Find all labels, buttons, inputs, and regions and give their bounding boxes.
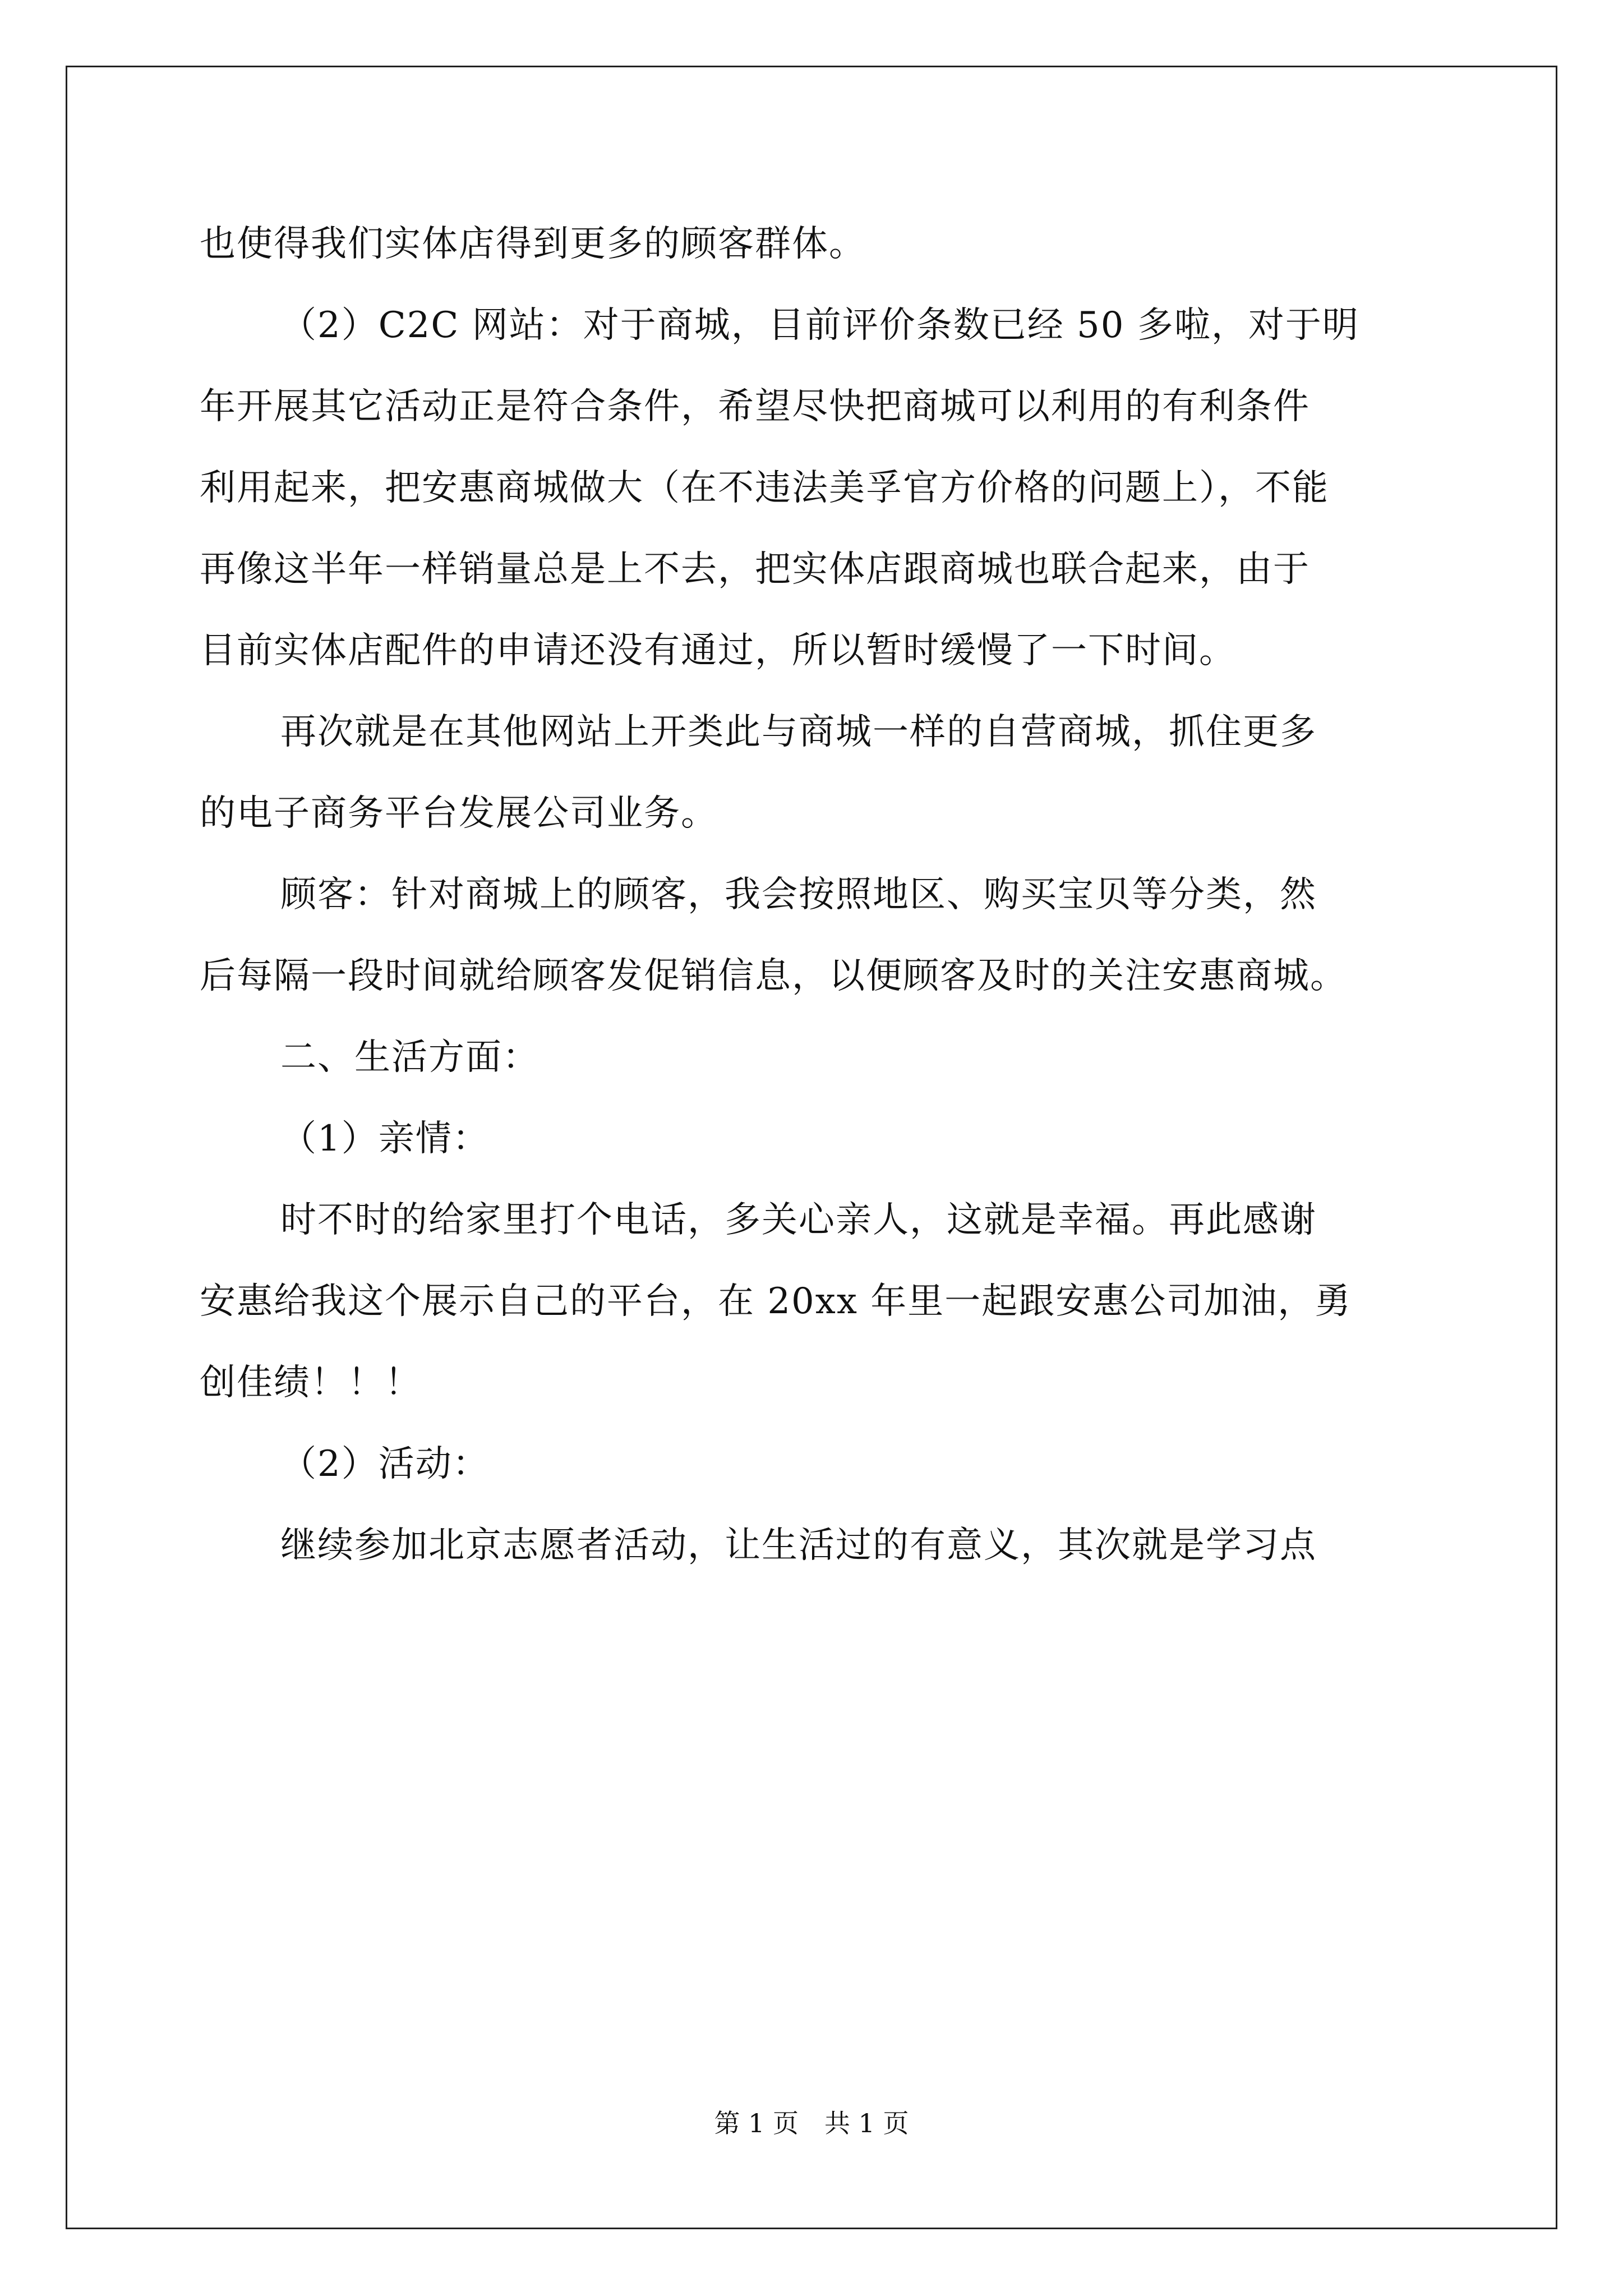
- text-line-5: 再像这半年一样销量总是上不去，把实体店跟商城也联合起来，由于: [200, 549, 1310, 590]
- text-line-13: 时不时的给家里打个电话，多关心亲人，这就是幸福。再此感谢: [280, 1199, 1317, 1241]
- subheading-family: （1）亲情：: [280, 1118, 490, 1159]
- subheading-activities: （2）活动：: [280, 1443, 490, 1485]
- text-line-17: 继续参加北京志愿者活动，让生活过的有意义，其次就是学习点: [280, 1525, 1317, 1566]
- text-line-2: （2）C2C 网站：对于商城，目前评价条数已经 50 多啦，对于明: [280, 305, 1359, 346]
- text-line-7: 再次就是在其他网站上开类此与商城一样的自营商城，抓住更多: [280, 711, 1317, 753]
- text-line-4: 利用起来，把安惠商城做大（在不违法美孚官方价格的问题上），不能: [200, 467, 1329, 509]
- page-footer: 第 1 页 共 1 页: [714, 2108, 909, 2138]
- text-line-1: 也使得我们实体店得到更多的顾客群体。: [200, 223, 866, 265]
- text-line-8: 的电子商务平台发展公司业务。: [200, 793, 718, 834]
- text-line-6: 目前实体店配件的申请还没有通过，所以暂时缓慢了一下时间。: [200, 630, 1236, 671]
- text-line-14: 安惠给我这个展示自己的平台，在 20xx 年里一起跟安惠公司加油，勇: [200, 1281, 1352, 1322]
- section-heading-life: 二、生活方面：: [280, 1037, 540, 1078]
- text-line-15: 创佳绩！！！: [200, 1362, 422, 1404]
- text-line-10: 后每隔一段时间就给顾客发促销信息，以便顾客及时的关注安惠商城。: [200, 955, 1347, 997]
- text-line-9: 顾客：针对商城上的顾客，我会按照地区、购买宝贝等分类，然: [280, 874, 1317, 915]
- text-line-3: 年开展其它活动正是符合条件，希望尽快把商城可以利用的有利条件: [200, 386, 1310, 427]
